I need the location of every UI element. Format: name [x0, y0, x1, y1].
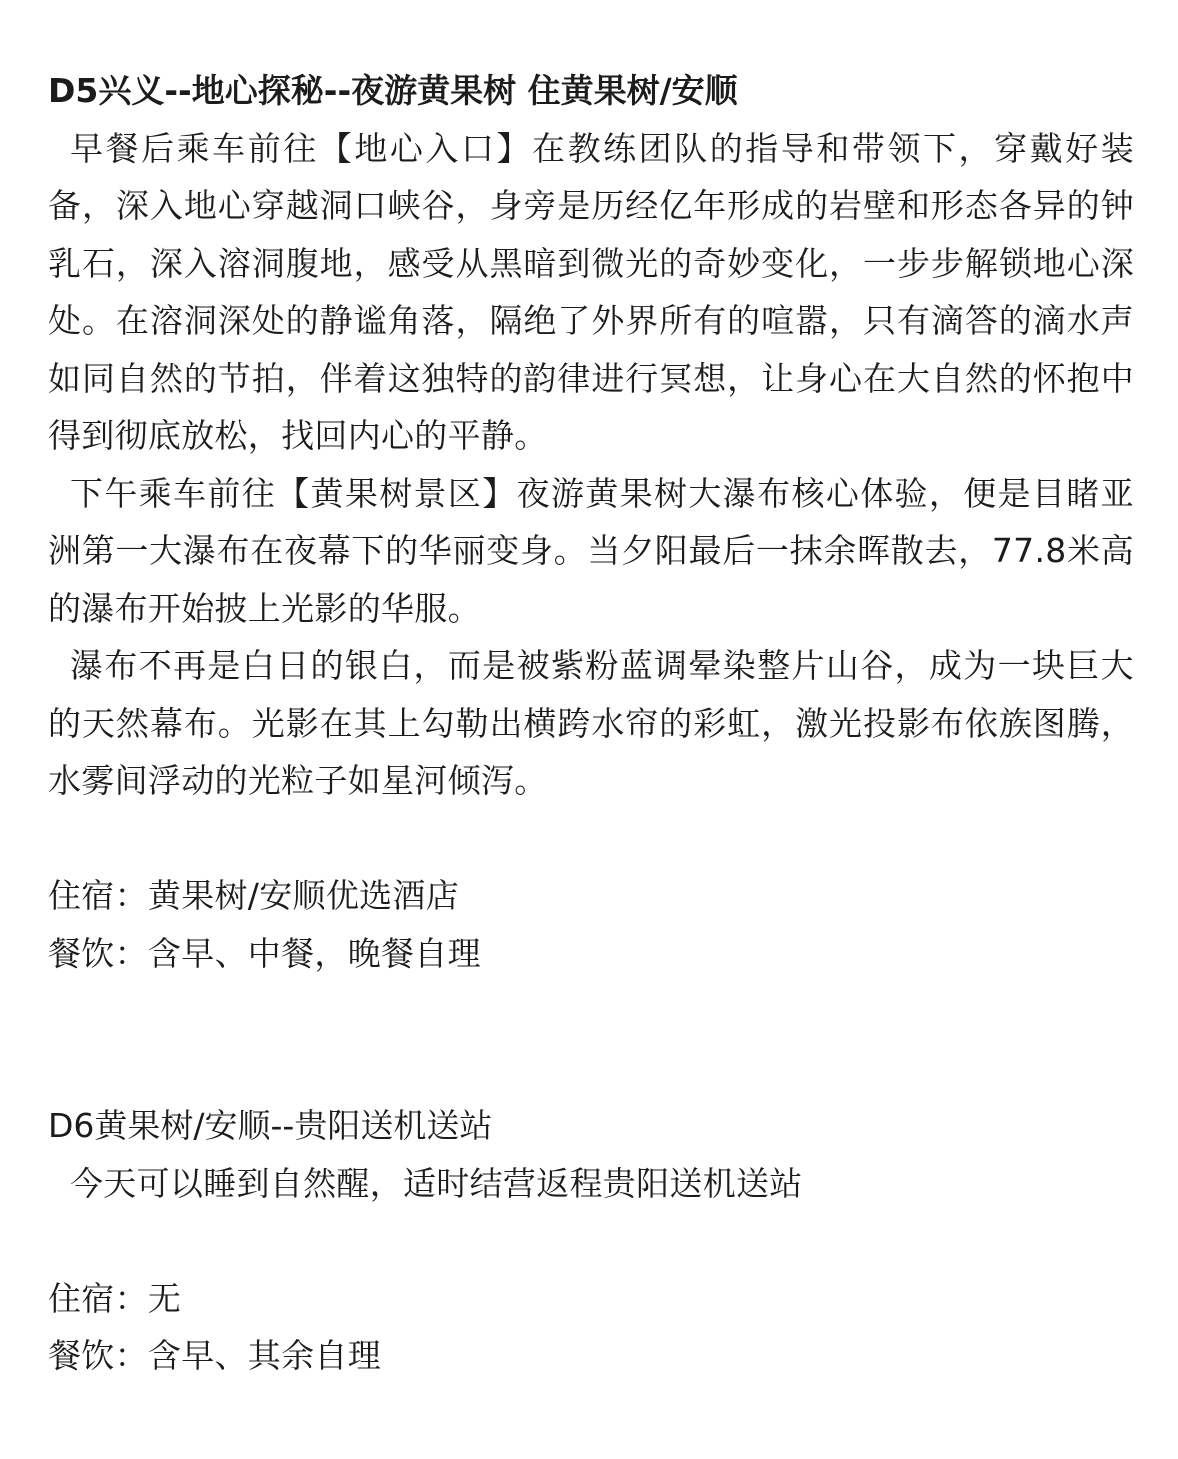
day5-section — [48, 62, 1134, 982]
day6-title: D6黄果树/安顺--贵阳送机送站 — [48, 1106, 493, 1145]
day6-lodging: 住宿：无 — [48, 1278, 182, 1318]
day5-paragraph-waterfall: 下午乘车前往【黄果树景区】夜游黄果树大瀑布核心体验，便是目睹亚洲第一大瀑布在夜幕下的华丽变身。当夕阳最后一抹余晖散去，77.8米高的瀑布开始披上光影的华服。 — [48, 473, 1134, 628]
day6-paragraph: 今天可以睡到自然醒，适时结营返程贵阳送机送站 — [70, 1163, 803, 1203]
spacer — [48, 810, 1134, 868]
day6-section — [48, 1097, 1134, 1385]
day5-paragraph-lightshow: 瀑布不再是白日的银白，而是被紫粉蓝调晕染整片山谷，成为一块巨大的天然幕布。光影在其上勾勒出横跨水帘的彩虹，激光投影布依族图腾，水雾间浮动的光粒子如星河倾泻。 — [48, 646, 1134, 800]
spacer — [48, 1212, 1134, 1270]
day5-meals: 餐饮：含早、中餐，晚餐自理 — [48, 933, 481, 973]
spacer — [48, 982, 1134, 1097]
day5-paragraph-cave: 早餐后乘车前往【地心入口】在教练团队的指导和带领下，穿戴好装备，深入地心穿越洞口峡谷，身旁是历经亿年形成的岩壁和形态各异的钟乳石，深入溶洞腹地，感受从黑暗到微光的奇妙变化，一步步解锁地心深处。在溶洞深处的静谧角落，隔绝了外界所有的喧嚣，只有滴答的滴水声如同自然的节拍，伴着这独特的韵律进行冥想，让身心在大自然的怀抱中得到彻底放松，找回内心的平静。 — [48, 128, 1134, 455]
day6-meals: 餐饮：含早、其余自理 — [48, 1336, 381, 1375]
itinerary-document — [48, 62, 1134, 1385]
day5-lodging: 住宿：黄果树/安顺优选酒店 — [48, 876, 460, 915]
day5-title: D5兴义--地心探秘--夜游黄果树 住黄果树/安顺 — [48, 71, 738, 110]
